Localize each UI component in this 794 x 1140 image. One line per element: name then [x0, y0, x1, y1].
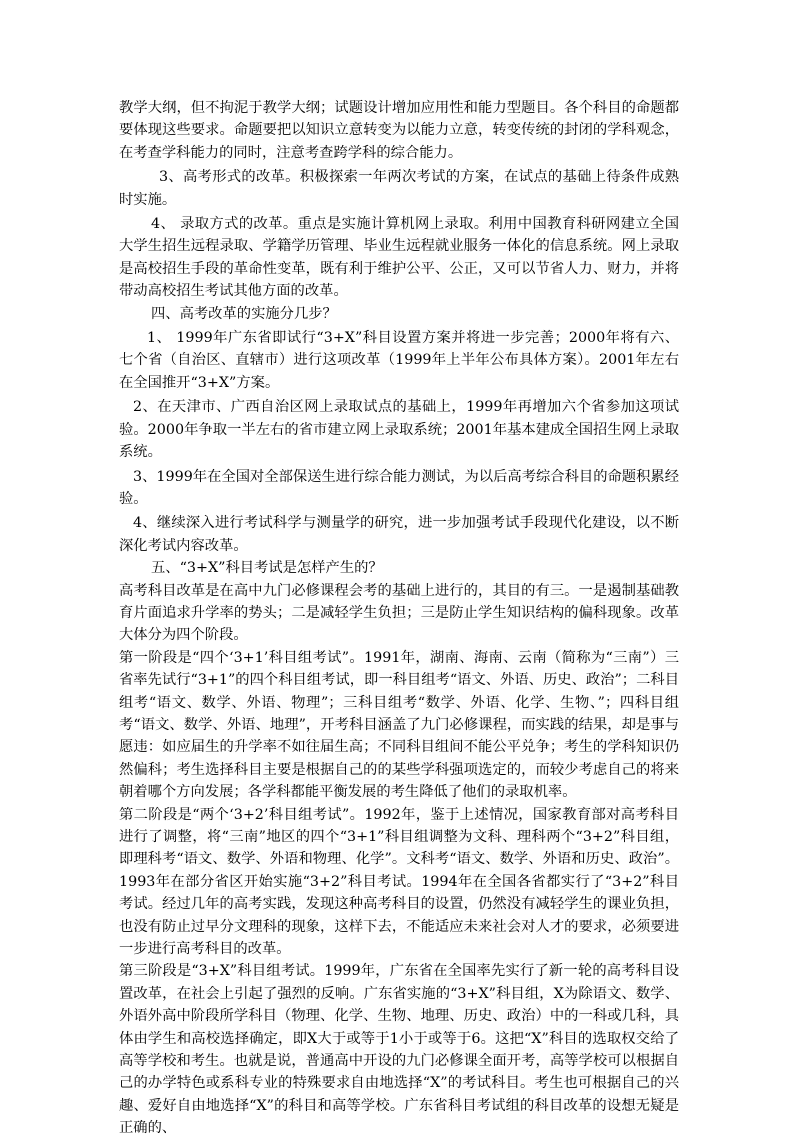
paragraph-exam-form-reform: 3、高考形式的改革。积极探索一年两次考试的方案，在试点的基础上待条件成熟时实施。	[119, 169, 679, 208]
paragraph-step-3: 3、1999年在全国对全部保送生进行综合能力测试，为以后高考综合科目的命题积累经验。	[119, 468, 679, 507]
heading-3x-origin: 五、“3+X”科目考试是怎样产生的？	[151, 560, 383, 577]
paragraph-step-2: 2、在天津市、广西自治区网上录取试点的基础上，1999年再增加六个省参加这项试验。2000年争取一半左右的省市建立网上录取系统；2001年基本建成全国招生网上录取系统。	[119, 399, 679, 461]
paragraph-step-4: 4、继续深入进行考试科学与测量学的研究，进一步加强考试手段现代化建设，以不断深化考试内容改革。	[119, 515, 679, 554]
paragraph-syllabus: 教学大纲，但不拘泥于教学大纲；试题设计增加应用性和能力型题目。各个科目的命题都要体现这些要求。命题要把以知识立意转变为以能力立意，转变传统的封闭的学科观念，在考查学科能力的同时，注意考查跨学科的综合能力。	[119, 100, 679, 161]
paragraph-subject-reform-intro: 高考科目改革是在高中九门必修课程会考的基础上进行的，其目的有三。一是遏制基础教育片面追求升学率的势头；二是减轻学生负担；三是防止学生知识结构的偏科现象。改革大体分为四个阶段。	[119, 582, 679, 644]
paragraph-stage-2: 第二阶段是“两个‘3+2’科目组考试”。1992年，鉴于上述情况，国家教育部对高考科目进行了调整，将“三南”地区的四个“3+1”科目组调整为文科、理科两个“3+2”科目组，即理科考“语文、数学、外语和物理、化学”。文科考“语文、数学、外语和历史、政治”。1993年在部分省区开始实施“3+2”科目考试。1994年在全国各省都实行了“3+2”科目考试。经过几年的高考实践，发现这种高考科目的设置，仍然没有减轻学生的课业负担，也没有防止过早分文理科的现象，这样下去，不能适应未来社会对人才的要求，必须要进一步进行高考科目的改革。	[119, 806, 679, 958]
paragraph-admission-reform: 4、 录取方式的改革。重点是实施计算机网上录取。利用中国教育科研网建立全国大学生招生远程录取、学籍学历管理、毕业生远程就业服务一体化的信息系统。网上录取是高校招生手段的革命性变革，既有利于维护公平、公正，又可以节省人力、财力，并将带动高校招生考试其他方面的改革。	[119, 216, 679, 300]
heading-implementation-steps: 四、高考改革的实施分几步？	[151, 305, 337, 322]
paragraph-stage-3: 第三阶段是“3+X”科目组考试。1999年，广东省在全国率先实行了新一轮的高考科目设置改革，在社会上引起了强烈的反响。广东省实施的“3+X”科目组，X为除语文、数学、外语外高中阶段所学科目（物理、化学、生物、地理、历史、政治）中的一科或几科，具体由学生和高校选择确定，即X大于或等于1小于或等于6。这把“X”科目的选取权交给了高等学校和考生。也就是说，普通高中开设的九门必修课全面开考，高等学校可以根据自己的办学特色或系科专业的特殊要求自由地选择“X”的考试科目。考生也可根据自己的兴趣、爱好自由地选择“X”的科目和高等学校。广东省科目考试组的科目改革的设想无疑是正确的、	[119, 963, 679, 1137]
document-page	[119, 97, 679, 1140]
paragraph-step-1: 1、 1999年广东省即试行“3+X”科目设置方案并将进一步完善；2000年将有六、七个省（自治区、直辖市）进行这项改革（1999年上半年公布具体方案）。2001年左右在全国推开“3+X”方案。	[119, 330, 679, 391]
paragraph-stage-1: 第一阶段是“四个‘3+1’科目组考试”。1991年，湖南、海南、云南（简称为“三南”）三省率先试行“3+1”的四个科目组考试，即一科目组考“语文、外语、历史、政治”；二科目组考“语文、数学、外语、物理”；三科目组考“数学、外语、化学、生物、”；四科目组考“语文、数学、外语、地理”，开考科目涵盖了九门必修课程，而实践的结果，却是事与愿违：如应届生的升学率不如往届生高；不同科目组间不能公平兑争；考生的学科知识仍然偏科；考生选择科目主要是根据自己的的某些学科强项选定的，而较少考虑自己的将来朝着哪个方向发展；各学科都能平衡发展的考生降低了他们的录取机率。	[119, 649, 679, 801]
